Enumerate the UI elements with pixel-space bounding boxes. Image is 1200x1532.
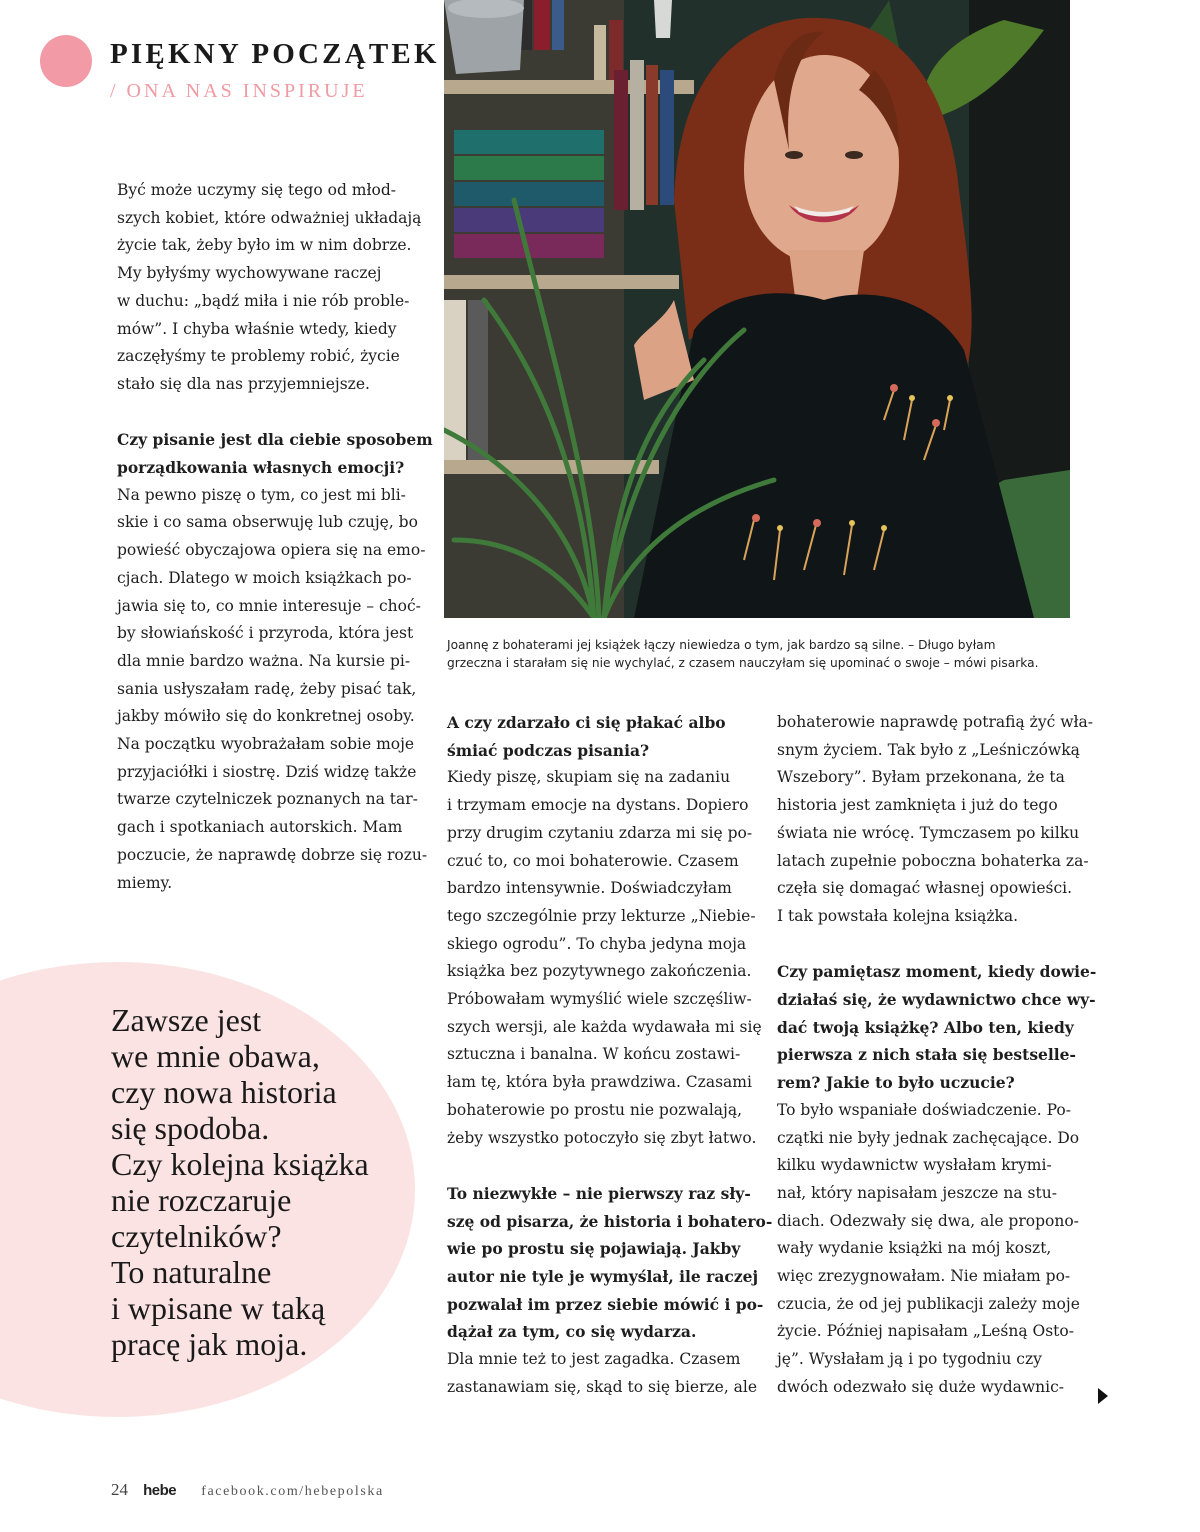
body-line: zaczęłyśmy te problemy robić, życie — [117, 347, 400, 366]
body-line: tego szczególnie przy lekturze „Niebie- — [447, 906, 756, 925]
body-line: Na początku wyobrażałam sobie moje — [117, 735, 415, 754]
body-line: bardzo intensywnie. Doświadczyłam — [447, 879, 732, 898]
pullquote-line: we mnie obawa, — [111, 1038, 320, 1074]
body-line: jakby mówiło się do konkretnej osoby. — [117, 707, 415, 726]
body-line: częła się domagać własnej opowieści. — [777, 879, 1073, 898]
body-line: Dla mnie też to jest zagadka. Czasem — [447, 1350, 741, 1369]
caption-line: Joannę z bohaterami jej książek łączy niewiedza o tym, jak bardzo są silne. – Długo byłam — [447, 638, 996, 652]
body-line: Kiedy piszę, skupiam się na zadaniu — [447, 768, 731, 787]
interview-question: dążał za tym, co się wydarza. — [447, 1322, 697, 1342]
body-line: dwóch odezwało się duże wydawnic- — [777, 1377, 1064, 1396]
interview-question: dać twoją książkę? Albo ten, kiedy — [777, 1017, 1074, 1037]
body-line: czuć to, co moi bohaterowie. Czasem — [447, 851, 739, 870]
interview-question: działaś się, że wydawnictwo chce wy- — [777, 990, 1096, 1010]
body-line: wały wydanie książki na mój koszt, — [777, 1239, 1052, 1258]
facebook-link[interactable]: facebook.com/hebepolska — [201, 1484, 384, 1499]
section-accent-dot — [40, 35, 92, 87]
body-line: życie tak, żeby było im w nim dobrze. — [117, 236, 412, 255]
article-column-1 — [117, 177, 433, 897]
interview-question: śmiać podczas pisania? — [447, 740, 650, 760]
interview-question: wie po prostu się pojawiają. Jakby — [447, 1239, 741, 1259]
body-line: sania usłyszałam radę, żeby pisać tak, — [117, 679, 417, 698]
body-line: zastanawiam się, skąd to się bierze, ale — [447, 1377, 758, 1396]
interview-question: rem? Jakie to było uczucie? — [777, 1073, 1015, 1093]
interview-question: To niezwykłe – nie pierwszy raz sły- — [447, 1183, 751, 1203]
caption-line: grzeczna i starałam się nie wychylać, z czasem nauczyłam się upominać o swoje – mówi pisarka. — [447, 656, 1039, 670]
body-line: sztuczna i banalna. W końcu zostawi- — [447, 1045, 741, 1064]
body-line: Próbowałam wymyślić wiele szczęśliw- — [447, 990, 752, 1009]
body-line: dla mnie bardzo ważna. Na kursie pi- — [117, 651, 411, 670]
body-line: stało się dla nas przyjemniejsze. — [117, 374, 370, 393]
article-column-2 — [447, 709, 773, 1402]
body-line: ję”. Wysłałam ją i po tygodniu czy — [777, 1350, 1042, 1369]
pullquote-line: i wpisane w taką — [111, 1290, 326, 1326]
body-line: szych wersji, ale każda wydawała mi się — [447, 1017, 762, 1036]
body-line: świata nie wrócę. Tymczasem po kilku — [777, 823, 1080, 842]
page-footer — [111, 1480, 384, 1500]
body-line: skie i co sama obserwuję lub czuję, bo — [117, 513, 418, 532]
body-line: przy drugim czytaniu zdarza mi się po- — [447, 823, 753, 842]
body-line: książka bez pozytywnego zakończenia. — [447, 962, 752, 981]
body-line: bohaterowie naprawdę potrafią żyć wła- — [777, 713, 1093, 731]
pullquote-line: pracę jak moja. — [111, 1326, 308, 1362]
body-line: łam tę, która była prawdziwa. Czasami — [447, 1073, 752, 1092]
interview-question: Czy pisanie jest dla ciebie sposobem — [117, 430, 433, 450]
body-line: w duchu: „bądź miła i nie rób proble- — [117, 291, 410, 310]
article-column-3 — [777, 709, 1097, 1402]
pullquote-line: czy nowa historia — [111, 1074, 337, 1110]
author-photo-illustration — [444, 0, 1070, 618]
body-line: jawia się to, co mnie interesuje – choć- — [117, 596, 421, 615]
pullquote-line: To naturalne — [111, 1254, 272, 1290]
body-line: To było wspaniałe doświadczenie. Po- — [777, 1100, 1072, 1119]
body-line: skiego ogrodu”. To chyba jedyna moja — [447, 934, 747, 953]
interview-question: pierwsza z nich stała się bestselle- — [777, 1045, 1076, 1065]
body-line: życie. Później napisałam „Leśną Osto- — [777, 1322, 1074, 1341]
body-line: diach. Odezwały się dwa, ale propono- — [777, 1211, 1079, 1230]
body-line: kilku wydawnictw wysłałam krymi- — [777, 1156, 1052, 1175]
body-line: latach zupełnie poboczna bohaterka za- — [777, 851, 1089, 870]
pullquote-line: nie rozczaruje — [111, 1182, 292, 1218]
page-number: 24 — [111, 1480, 128, 1499]
body-line: cjach. Dlatego w moich książkach po- — [117, 568, 412, 587]
body-line: czucia, że od jej publikacji zależy moje — [777, 1294, 1080, 1313]
brand-logo: hebe — [143, 1482, 177, 1499]
body-line: czątki nie były jednak zachęcające. Do — [777, 1128, 1080, 1147]
interview-question: szę od pisarza, że historia i bohatero- — [447, 1211, 773, 1231]
body-line: mów”. I chyba właśnie wtedy, kiedy — [117, 319, 397, 338]
interview-question: Czy pamiętasz moment, kiedy dowie- — [777, 962, 1097, 982]
body-line: więc zrezygnowałam. Nie miałam po- — [777, 1267, 1071, 1286]
section-title: PIĘKNY POCZĄTEK — [110, 38, 440, 70]
interview-question: A czy zdarzało ci się płakać albo — [447, 713, 726, 732]
body-line: twarze czytelniczek poznanych na tar- — [117, 790, 418, 809]
body-line: bohaterowie po prostu nie pozwalają, — [447, 1100, 743, 1119]
body-line: poczucie, że naprawdę dobrze się rozu- — [117, 845, 428, 864]
body-line: I tak powstała kolejna książka. — [777, 906, 1019, 925]
body-line: gach i spotkaniach autorskich. Mam — [117, 818, 403, 837]
interview-question: porządkowania własnych emocji? — [117, 458, 405, 478]
body-line: przyjaciółki i siostrę. Dziś widzę także — [117, 762, 417, 781]
pullquote-line: się spodoba. — [111, 1110, 270, 1146]
pullquote — [111, 1002, 369, 1362]
body-line: Na pewno piszę o tym, co jest mi bli- — [117, 485, 406, 504]
pullquote-line: czytelników? — [111, 1218, 282, 1254]
interview-question: pozwalał im przez siebie mówić i po- — [447, 1294, 764, 1314]
author-photo — [444, 0, 1070, 618]
body-line: snym życiem. Tak było z „Leśniczówką — [777, 740, 1080, 759]
pullquote-line: Czy kolejna książka — [111, 1146, 369, 1182]
body-line: i trzymam emocje na dystans. Dopiero — [447, 796, 749, 815]
body-line: Być może uczymy się tego od młod- — [117, 181, 397, 199]
body-line: nał, który napisałam jeszcze na stu- — [777, 1183, 1057, 1202]
body-line: miemy. — [117, 873, 173, 892]
body-line: Wszebory”. Byłam przekonana, że ta — [777, 768, 1065, 787]
body-line: My byłyśmy wychowywane raczej — [117, 264, 382, 283]
photo-caption — [447, 636, 1072, 672]
pullquote-line: Zawsze jest — [111, 1002, 262, 1038]
body-line: żeby wszystko potoczyło się zbyt łatwo. — [447, 1128, 757, 1147]
body-line: powieść obyczajowa opiera się na emo- — [117, 541, 426, 560]
interview-question: autor nie tyle je wymyślał, ile raczej — [447, 1267, 759, 1287]
body-line: by słowiańskość i przyroda, która jest — [117, 624, 414, 643]
section-subtitle: / ONA NAS INSPIRUJE — [110, 80, 368, 102]
body-line: szych kobiet, które odważniej układają — [117, 208, 422, 227]
body-line: historia jest zamknięta i już do tego — [777, 796, 1058, 815]
next-page-arrow-icon[interactable] — [1098, 1388, 1108, 1404]
